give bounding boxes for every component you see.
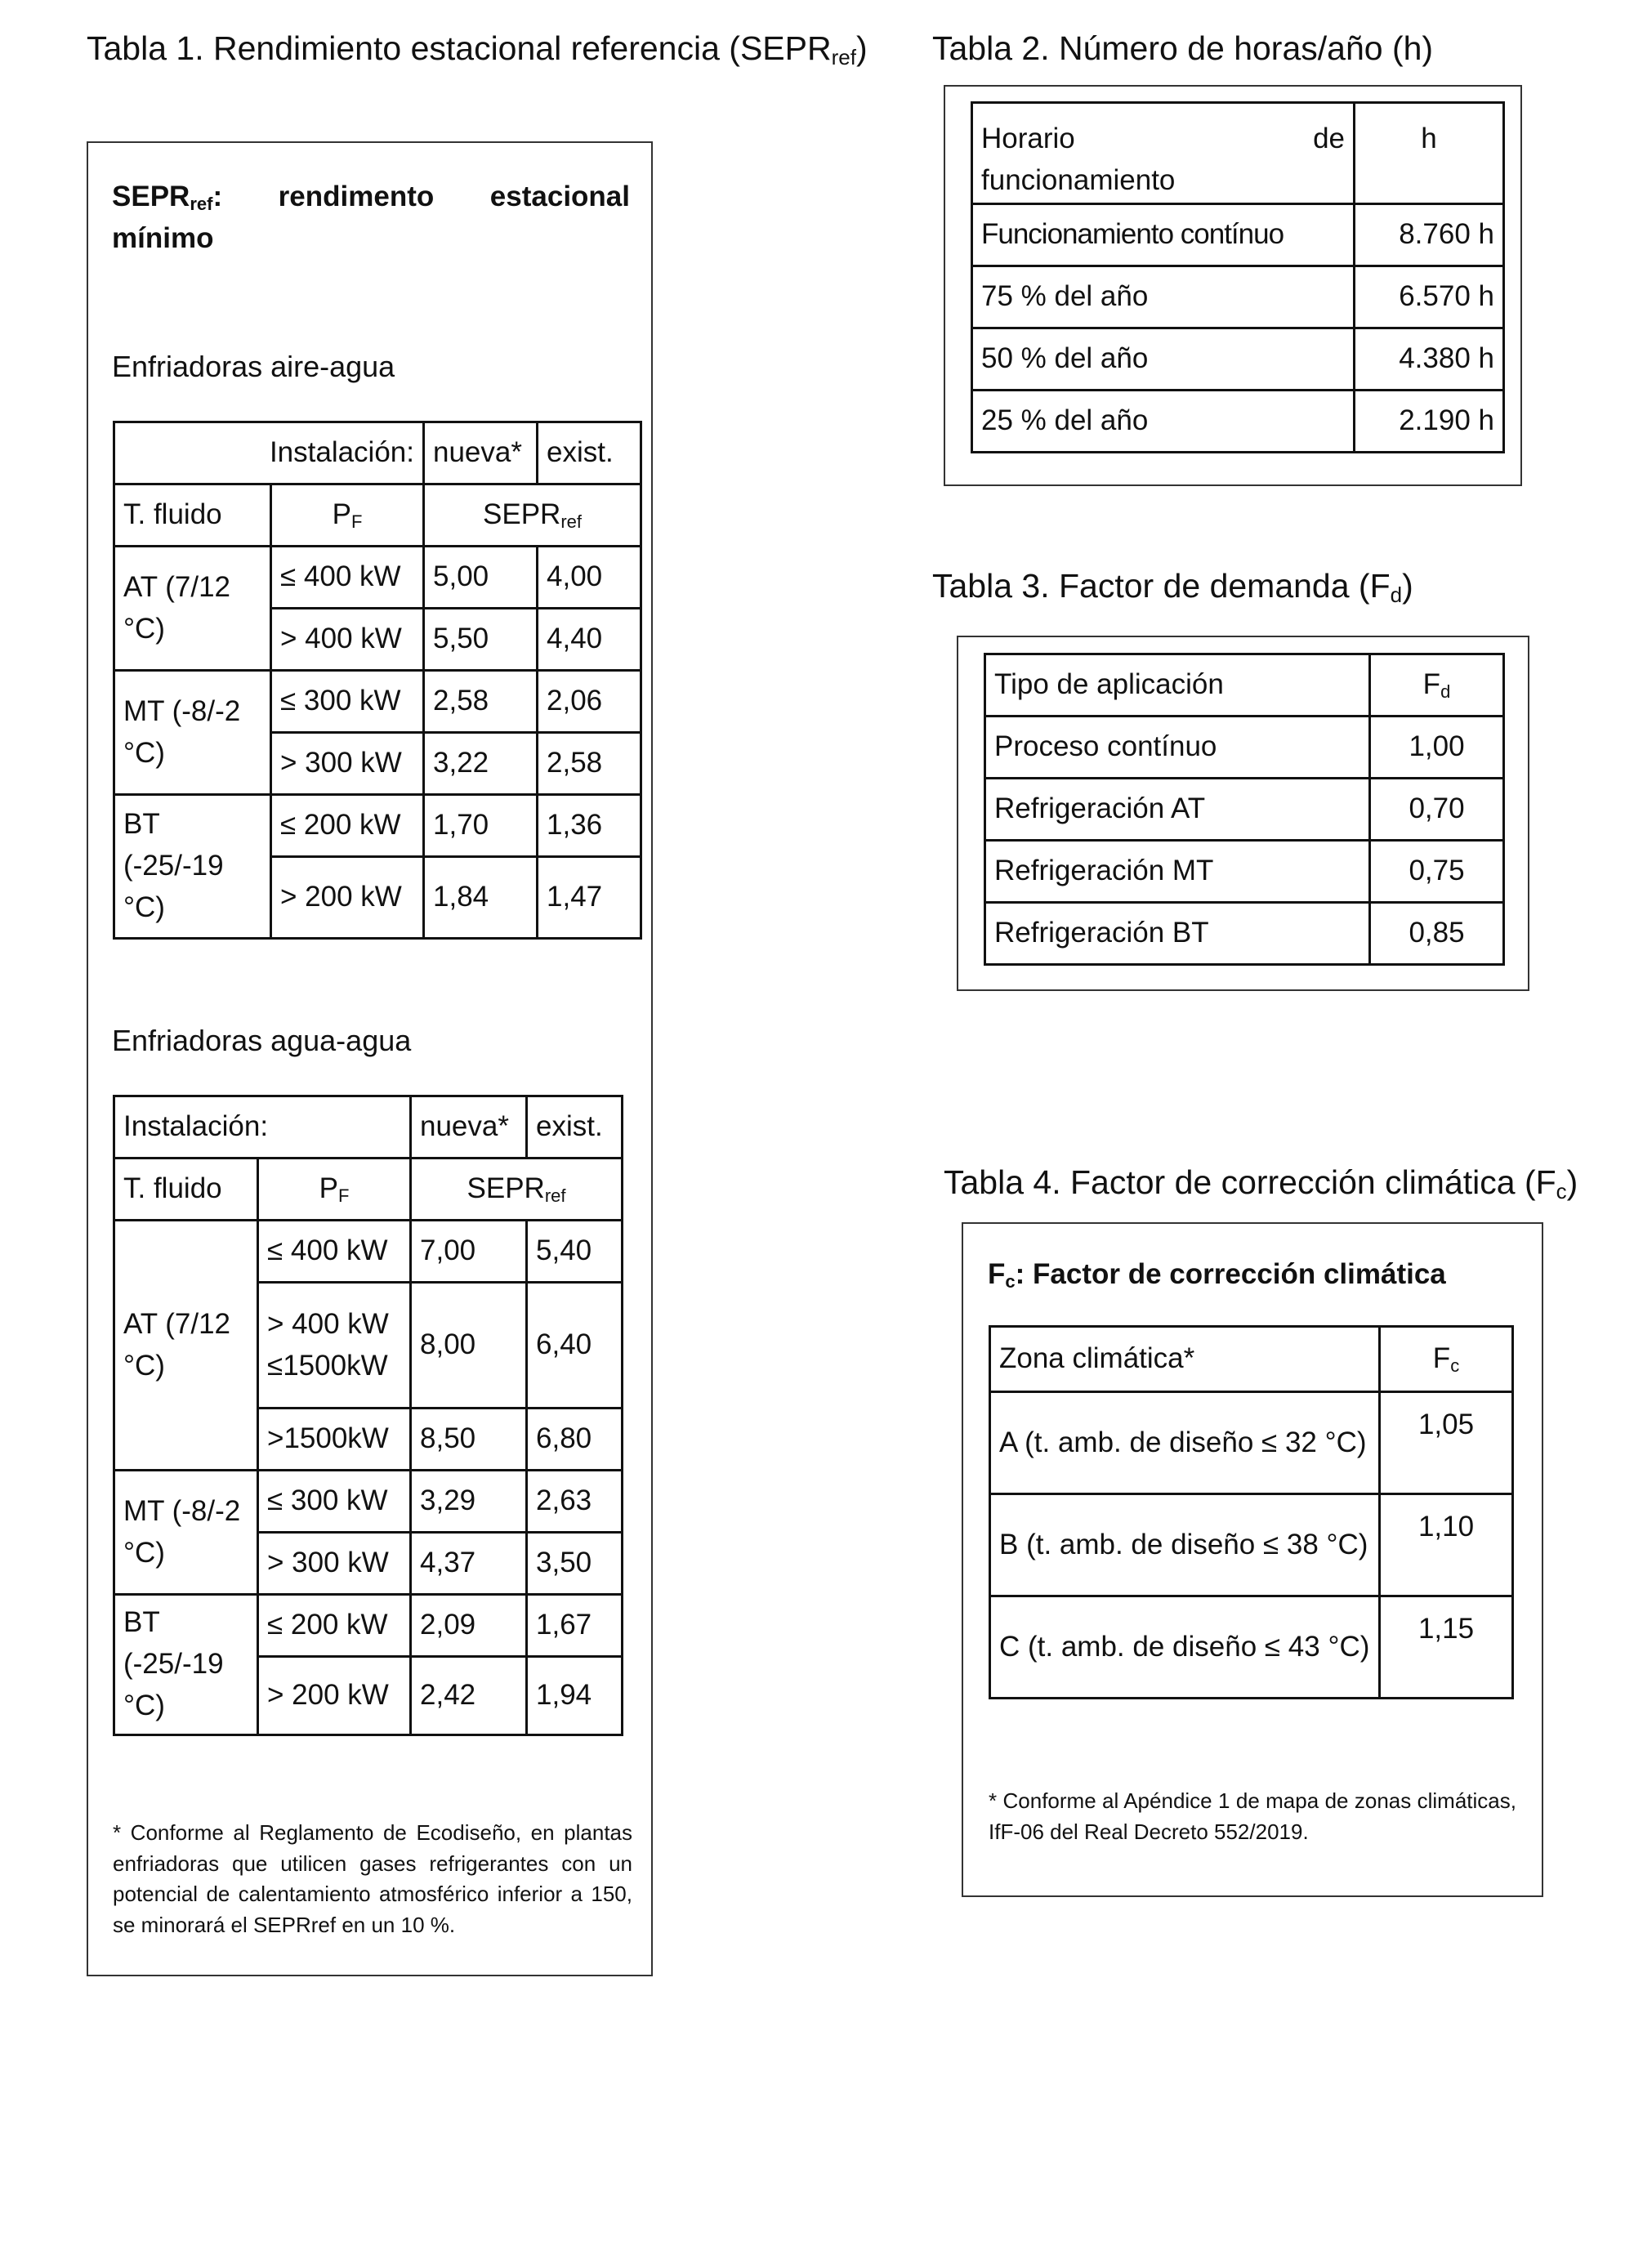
demand-row-value: 1,00: [1370, 717, 1504, 779]
existing-value: 2,63: [527, 1471, 623, 1533]
hours-row-label: 25 % del año: [972, 391, 1355, 453]
power-cell: ≤ 300 kW: [258, 1471, 411, 1533]
existing-value: 3,50: [527, 1533, 623, 1595]
hours-row-value: 8.760 h: [1355, 204, 1504, 266]
power-label: $P_F$: [271, 484, 424, 547]
new-value: 7,00: [411, 1221, 527, 1283]
existing-label: exist.: [527, 1096, 623, 1159]
water-water-table: [113, 1095, 623, 1736]
climate-row-label: A (t. amb. de diseño ≤ 32 °C): [990, 1392, 1380, 1494]
section-air-water: Enfriadoras aire-agua: [112, 350, 395, 383]
fluid-cell: AT (7/12 °C): [114, 547, 271, 671]
existing-value: 2,58: [538, 733, 641, 795]
existing-value: 1,67: [527, 1595, 623, 1657]
power-cell: ≤ 400 kW: [258, 1221, 411, 1283]
power-cell: ≤ 300 kW: [271, 671, 424, 733]
power-cell: > 200 kW: [258, 1657, 411, 1735]
fluid-cell: MT (-8/-2 °C): [114, 1471, 258, 1595]
new-value: 2,42: [411, 1657, 527, 1735]
existing-value: 6,80: [527, 1409, 623, 1471]
demand-row-value: 0,85: [1370, 903, 1504, 965]
climate-row-value: 1,10: [1380, 1494, 1513, 1596]
section-water-water: Enfriadoras agua-agua: [112, 1024, 412, 1057]
new-label: nueva*: [411, 1096, 527, 1159]
new-value: 8,00: [411, 1283, 527, 1409]
new-value: 1,70: [424, 795, 538, 857]
table2-caption: Tabla 2. Número de horas/año (h): [932, 29, 1434, 67]
demand-header-left: Tipo de aplicación: [985, 654, 1370, 717]
fluid-cell: MT (-8/-2 °C): [114, 671, 271, 795]
table4-footnote: * Conforme al Apéndice 1 de mapa de zonas climáticas, IfF-06 del Real Decreto 552/2019.: [989, 1788, 1516, 1844]
new-value: 3,22: [424, 733, 538, 795]
climate-row-value: 1,15: [1380, 1596, 1513, 1699]
demand-header-right: $F_d$: [1370, 654, 1504, 717]
existing-value: 6,40: [527, 1283, 623, 1409]
power-cell: > 400 kW: [271, 609, 424, 671]
power-label: $P_F$: [258, 1159, 411, 1221]
hours-header-right: h: [1355, 103, 1504, 204]
new-value: 3,29: [411, 1471, 527, 1533]
hours-row-label: Funcionamiento contínuo: [972, 204, 1355, 266]
new-value: 4,37: [411, 1533, 527, 1595]
table3-caption: Tabla 3. Factor de demanda $(F_d)$: [932, 567, 1413, 607]
fluid-cell: BT (-25/-19 °C): [114, 1595, 258, 1735]
hours-row-value: 6.570 h: [1355, 266, 1504, 328]
demand-row-label: Refrigeración AT: [985, 779, 1370, 841]
existing-value: 1,47: [538, 857, 641, 939]
installation-label: Instalación:: [114, 1096, 411, 1159]
demand-row-value: 0,70: [1370, 779, 1504, 841]
demand-row-label: Refrigeración BT: [985, 903, 1370, 965]
installation-label: Instalación:: [114, 422, 424, 484]
table1-footnote: * Conforme al Reglamento de Ecodiseño, en plantas enfriadoras que utilicen gases refrigerantes con un potencial de calentamiento atmosférico inferior a 150, se minorará el SEPRref en un 10 %.: [113, 1820, 632, 1938]
climate-row-label: C (t. amb. de diseño ≤ 43 °C): [990, 1596, 1380, 1699]
demand-row-label: Refrigeración MT: [985, 841, 1370, 903]
climate-header-left: Zona climática*: [990, 1327, 1380, 1392]
fluid-cell: BT (-25/-19 °C): [114, 795, 271, 939]
new-value: 2,09: [411, 1595, 527, 1657]
fluid-label: T. fluido: [114, 1159, 258, 1221]
fluid-label: T. fluido: [114, 484, 271, 547]
hours-row-value: 4.380 h: [1355, 328, 1504, 391]
sepr-label: $SEPR_{ref}$: [424, 484, 641, 547]
climate-row-label: B (t. amb. de diseño ≤ 38 °C): [990, 1494, 1380, 1596]
table4-caption: Tabla 4. Factor de corrección climática $(F_c)$: [944, 1163, 1578, 1203]
new-value: 1,84: [424, 857, 538, 939]
demand-row-label: Proceso contínuo: [985, 717, 1370, 779]
air-water-table: [113, 421, 642, 940]
power-cell: > 300 kW: [258, 1533, 411, 1595]
climate-header-right: $F_c$: [1380, 1327, 1513, 1392]
hours-row-label: 50 % del año: [972, 328, 1355, 391]
hours-row-value: 2.190 h: [1355, 391, 1504, 453]
existing-value: 1,94: [527, 1657, 623, 1735]
existing-value: 5,40: [527, 1221, 623, 1283]
hours-row-label: 75 % del año: [972, 266, 1355, 328]
existing-value: 4,40: [538, 609, 641, 671]
power-cell: > 400 kW ≤1500kW: [258, 1283, 411, 1409]
power-cell: > 300 kW: [271, 733, 424, 795]
new-label: nueva*: [424, 422, 538, 484]
table1-caption: Tabla 1. Rendimiento estacional referencia $(SEPR_{ref})$: [87, 29, 868, 69]
power-cell: >1500kW: [258, 1409, 411, 1471]
existing-label: exist.: [538, 422, 641, 484]
power-cell: > 200 kW: [271, 857, 424, 939]
new-value: 2,58: [424, 671, 538, 733]
power-cell: ≤ 200 kW: [271, 795, 424, 857]
hours-table: [971, 101, 1505, 453]
existing-value: 1,36: [538, 795, 641, 857]
existing-value: 4,00: [538, 547, 641, 609]
hours-header-left: Horario de funcionamiento: [972, 103, 1355, 204]
new-value: 8,50: [411, 1409, 527, 1471]
new-value: 5,00: [424, 547, 538, 609]
power-cell: ≤ 400 kW: [271, 547, 424, 609]
climate-row-value: 1,05: [1380, 1392, 1513, 1494]
new-value: 5,50: [424, 609, 538, 671]
fluid-cell: AT (7/12 °C): [114, 1221, 258, 1471]
sepr-label: $SEPR_{ref}$: [411, 1159, 623, 1221]
demand-table: [984, 653, 1505, 966]
table4-heading: $F_c$: Factor de corrección climática: [988, 1258, 1446, 1292]
demand-row-value: 0,75: [1370, 841, 1504, 903]
table1-heading: $SEPR_{ref}$: rendimento estacional mínimo: [112, 181, 630, 254]
existing-value: 2,06: [538, 671, 641, 733]
power-cell: ≤ 200 kW: [258, 1595, 411, 1657]
climate-table: [989, 1325, 1514, 1699]
